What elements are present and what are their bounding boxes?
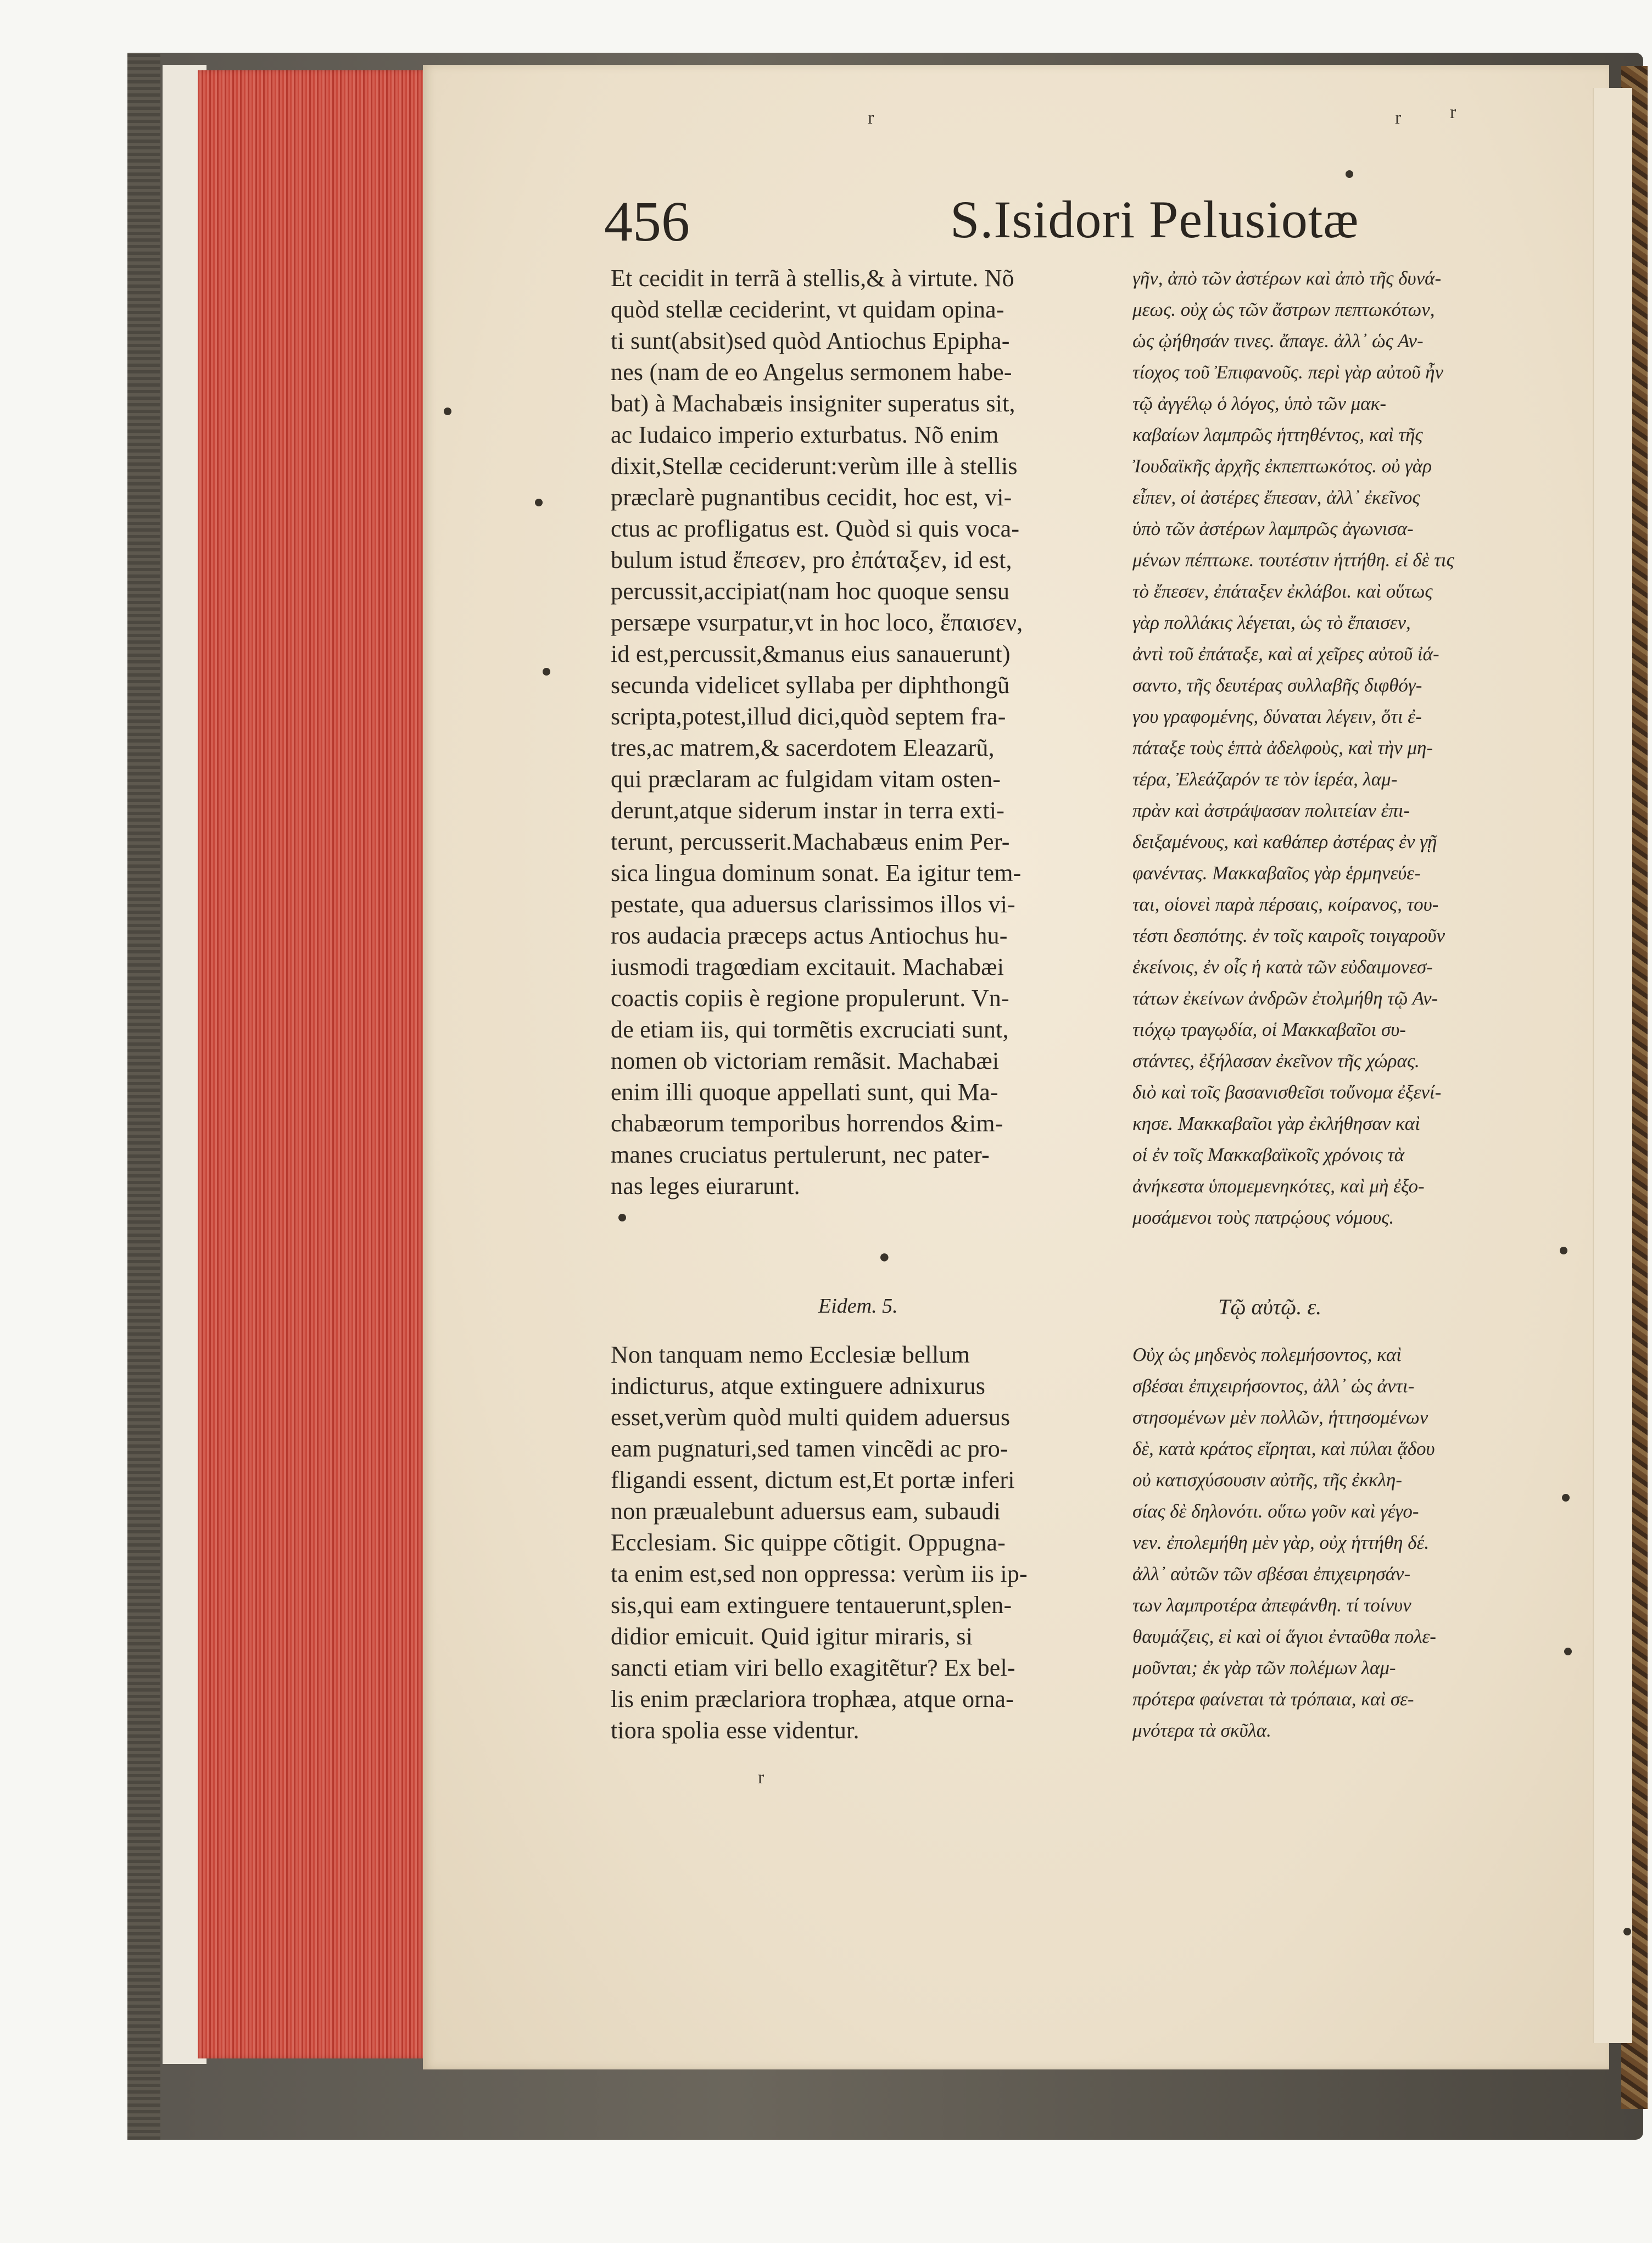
greek-text-line: γου γραφομένης, δύναται λέγειν, ὅτι ἐ-	[1132, 706, 1422, 727]
greek-column-1	[1132, 263, 1544, 1233]
latin-text-line: eam pugnaturi,sed tamen vincẽdi ac pro-	[611, 1435, 1008, 1462]
section-heading-greek: Τῷ αὐτῷ. ε.	[1218, 1295, 1322, 1319]
latin-text-line: lis enim præclariora trophæa, atque orna-	[611, 1686, 1014, 1712]
greek-text-line: πάταξε τοὺς ἑπτὰ ἀδελφοὺς, καὶ τὴν μη-	[1132, 737, 1433, 758]
greek-text-line: μοσάμενοι τοὺς πατρῴους νόμους.	[1132, 1207, 1394, 1228]
latin-text-line: secunda videlicet syllaba per diphthongũ	[611, 672, 1010, 699]
greek-text-line: εἶπεν, οἱ ἀστέρες ἔπεσαν, ἀλλ᾽ ἐκεῖνος	[1132, 487, 1420, 508]
latin-text-line: pestate, qua aduersus clarissimos illos vi-	[611, 891, 1015, 918]
greek-text-line: νεν. ἐπολεμήθη μὲν γὰρ, οὐχ ἡττήθη δέ.	[1132, 1532, 1430, 1553]
latin-text-line: nomen ob victoriam remãsit. Machabæi	[611, 1047, 1000, 1074]
latin-column-1	[611, 263, 1105, 1202]
greek-text-line: ὑπὸ τῶν ἀστέρων λαμπρῶς ἀγωνισα-	[1132, 518, 1414, 539]
ink-mark: r	[868, 108, 874, 128]
latin-text-line: tres,ac matrem,& sacerdotem Eleazarũ,	[611, 734, 995, 761]
latin-text-line: esset,verùm quòd multi quidem aduersus	[611, 1404, 1011, 1431]
latin-text-line: percussit,accipiat(nam hoc quoque sensu	[611, 578, 1010, 605]
greek-text-line: ἀντὶ τοῦ ἐπάταξε, καὶ αἱ χεῖρες αὐτοῦ ἰά-	[1132, 643, 1439, 665]
section-heading-latin: Eidem. 5.	[818, 1295, 898, 1318]
ink-mark: r	[758, 1767, 764, 1788]
greek-text-line: στησομένων μὲν πολλῶν, ἡττησομένων	[1132, 1407, 1428, 1428]
facing-page-edge	[1593, 88, 1632, 2043]
greek-text-line: μοῦνται; ἐκ γὰρ τῶν πολέμων λαμ-	[1132, 1657, 1396, 1678]
ink-mark: ●	[879, 1247, 890, 1267]
ink-dot	[1564, 1648, 1572, 1655]
latin-text-line: præclarè pugnantibus cecidit, hoc est, vi-	[611, 484, 1012, 511]
ink-dot	[543, 668, 550, 676]
greek-text-line: στάντες, ἐξήλασαν ἐκεῖνον τῆς χώρας.	[1132, 1050, 1420, 1072]
latin-text-line: terunt, percusserit.Machabæus enim Per-	[611, 828, 1010, 855]
latin-text-line: indicturus, atque extinguere adnixurus	[611, 1372, 986, 1399]
greek-text-line: τέρα, Ἐλεάζαρόν τε τὸν ἱερέα, λαμ-	[1132, 768, 1398, 790]
ink-dot	[1560, 1247, 1567, 1254]
red-page-edges	[198, 70, 428, 2058]
greek-text-line: σίας δὲ δηλονότι. οὕτω γοῦν καὶ γέγο-	[1132, 1500, 1419, 1522]
greek-text-line: φανέντας. Μακκαβαῖος γὰρ ἑρμηνεύε-	[1132, 862, 1421, 884]
latin-column-2	[611, 1339, 1105, 1746]
latin-text-line: bulum istud ἔπεσεν, pro ἐπάταξεν, id est,	[611, 546, 1012, 573]
ink-dot	[1562, 1494, 1570, 1502]
ink-mark: r	[1450, 102, 1456, 122]
ink-dot	[1346, 170, 1353, 178]
latin-text-line: sis,qui eam extinguere tentauerunt,splen-	[611, 1592, 1012, 1619]
latin-text-line: scripta,potest,illud dici,quòd septem fra-	[611, 703, 1006, 730]
latin-text-line: nes (nam de eo Angelus sermonem habe-	[611, 359, 1012, 386]
greek-text-line: γῆν, ἀπὸ τῶν ἀστέρων καὶ ἀπὸ τῆς δυνά-	[1132, 267, 1442, 289]
running-title: S.Isidori Pelusiotæ	[950, 190, 1359, 249]
greek-text-line: ἀλλ᾽ αὐτῶν τῶν σβέσαι ἐπιχειρησάν-	[1132, 1563, 1411, 1584]
greek-column-2	[1132, 1339, 1544, 1746]
latin-text-line: id est,percussit,&manus eius sanauerunt)	[611, 640, 1011, 667]
latin-text-line: dixit,Stellæ ceciderunt:verùm ille à stellis	[611, 453, 1018, 479]
greek-text-line: των λαμπροτέρα ἀπεφάνθη. τί τοίνυν	[1132, 1594, 1411, 1616]
ink-dot	[535, 499, 543, 506]
latin-text-line: non præualebunt aduersus eam, subaudi	[611, 1498, 1001, 1525]
latin-text-line: coactis copiis è regione propulerunt. Vn-	[611, 985, 1009, 1012]
ink-dot	[444, 408, 451, 415]
greek-text-line: κησε. Μακκαβαῖοι γὰρ ἐκλήθησαν καὶ	[1132, 1113, 1420, 1134]
greek-text-line: μεως. οὐχ ὡς τῶν ἄστρων πεπτωκότων,	[1132, 299, 1435, 320]
latin-text-line: qui præclaram ac fulgidam vitam osten-	[611, 766, 1001, 793]
greek-text-line: ται, οἱονεὶ παρὰ πέρσαις, κοίρανος, του-	[1132, 894, 1439, 915]
latin-text-line: tiora spolia esse videntur.	[611, 1717, 860, 1744]
latin-text-line: iusmodi tragœdiam excitauit. Machabæi	[611, 953, 1004, 980]
greek-text-line: τέστι δεσπότης. ἐν τοῖς καιροῖς τοιγαροῦν	[1132, 925, 1445, 946]
greek-text-line: γὰρ πολλάκις λέγεται, ὡς τὸ ἔπαισεν,	[1132, 612, 1411, 633]
latin-text-line: persæpe vsurpatur,vt in hoc loco, ἔπαισεν,	[611, 609, 1023, 636]
latin-text-line: derunt,atque siderum instar in terra exti-	[611, 797, 1005, 824]
latin-text-line: ac Iudaico imperio exturbatus. Nõ enim	[611, 421, 999, 448]
greek-text-line: Ἰουδαϊκῆς ἀρχῆς ἐκπεπτωκότος. οὐ γὰρ	[1132, 455, 1432, 477]
latin-text-line: enim illi quoque appellati sunt, qui Ma-	[611, 1079, 998, 1106]
greek-text-line: διὸ καὶ τοῖς βασανισθεῖσι τοὔνομα ἐξενί-	[1132, 1081, 1442, 1103]
greek-text-line: πρότερα φαίνεται τὰ τρόπαια, καὶ σε-	[1132, 1688, 1414, 1710]
greek-text-line: οὐ κατισχύσουσιν αὐτῆς, τῆς ἐκκλη-	[1132, 1469, 1402, 1491]
latin-text-line: sancti etiam viri bello exagitẽtur? Ex bel-	[611, 1654, 1015, 1681]
latin-text-line: sica lingua dominum sonat. Ea igitur tem-	[611, 860, 1022, 886]
greek-text-line: μνότερα τὰ σκῦλα.	[1132, 1720, 1271, 1741]
greek-text-line: μένων πέπτωκε. τουτέστιν ἡττήθη. εἰ δὲ τις	[1132, 549, 1454, 571]
latin-text-line: ctus ac profligatus est. Quòd si quis voca-	[611, 515, 1020, 542]
cover-spine-edge	[127, 53, 160, 2140]
greek-text-line: πρὰν καὶ ἀστράψασαν πολιτείαν ἐπι-	[1132, 800, 1410, 821]
greek-text-line: τάτων ἐκείνων ἀνδρῶν ἐτολμήθη τῷ Αν-	[1132, 987, 1438, 1009]
greek-text-line: ὡς ᾠήθησάν τινες. ἄπαγε. ἀλλ᾽ ὡς Αν-	[1132, 330, 1424, 351]
greek-text-line: οἱ ἐν τοῖς Μακκαβαϊκοῖς χρόνοις τὰ	[1132, 1144, 1405, 1165]
page-number: 456	[604, 190, 690, 253]
greek-text-line: ἐκείνοις, ἐν οἷς ἡ κατὰ τῶν εὐδαιμονεσ-	[1132, 956, 1433, 978]
latin-text-line: chabæorum temporibus horrendos &im-	[611, 1110, 1003, 1137]
greek-text-line: σβέσαι ἐπιχειρήσοντος, ἀλλ᾽ ὡς ἀντι-	[1132, 1375, 1415, 1397]
latin-text-line: Ecclesiam. Sic quippe cõtigit. Oppugna-	[611, 1529, 1006, 1556]
latin-text-line: de etiam iis, qui tormẽtis excruciati sunt,	[611, 1016, 1009, 1043]
ink-dot	[618, 1214, 626, 1221]
latin-text-line: didior emicuit. Quid igitur miraris, si	[611, 1623, 973, 1650]
latin-text-line: Non tanquam nemo Ecclesiæ bellum	[611, 1341, 970, 1368]
greek-text-line: τὸ ἔπεσεν, ἐπάταξεν ἐκλάβοι. καὶ οὕτως	[1132, 581, 1433, 602]
latin-text-line: ti sunt(absit)sed quòd Antiochus Epipha-	[611, 327, 1010, 354]
greek-text-line: καβαίων λαμπρῶς ἡττηθέντος, καὶ τῆς	[1132, 424, 1423, 445]
latin-text-line: quòd stellæ ceciderint, vt quidam opina-	[611, 296, 1004, 323]
greek-text-line: τίοχος τοῦ Ἐπιφανοῦς. περὶ γὰρ αὐτοῦ ἦν	[1132, 361, 1444, 383]
ink-mark: r	[1395, 108, 1402, 128]
latin-text-line: fligandi essent, dictum est,Et portæ inferi	[611, 1466, 1015, 1493]
greek-text-line: τιόχῳ τραγῳδία, οἱ Μακκαβαῖοι συ-	[1132, 1019, 1406, 1040]
greek-text-line: ἀνήκεστα ὑπομεμενηκότες, καὶ μὴ ἐξο-	[1132, 1175, 1425, 1197]
latin-text-line: manes cruciatus pertulerunt, nec pater-	[611, 1141, 990, 1168]
latin-text-line: Et cecidit in terrã à stellis,& à virtute. Nõ	[611, 265, 1014, 292]
latin-text-line: ta enim est,sed non oppressa: verùm iis ip-	[611, 1560, 1028, 1587]
greek-text-line: δὲ, κατὰ κράτος εἴρηται, καὶ πύλαι ᾅδου	[1132, 1438, 1435, 1459]
greek-text-line: τῷ ἀγγέλῳ ὁ λόγος, ὑπὸ τῶν μακ-	[1132, 393, 1387, 414]
greek-text-line: σαντο, τῆς δευτέρας συλλαβῆς διφθόγ-	[1132, 674, 1422, 696]
greek-text-line: Οὐχ ὡς μηδενὸς πολεμήσοντος, καὶ	[1132, 1344, 1402, 1365]
latin-text-line: nas leges eiurarunt.	[611, 1173, 800, 1199]
greek-text-line: δειξαμένους, καὶ καθάπερ ἀστέρας ἐν γῇ	[1132, 831, 1437, 852]
latin-text-line: ros audacia præceps actus Antiochus hu-	[611, 922, 1008, 949]
greek-text-line: θαυμάζεις, εἰ καὶ οἱ ἅγιοι ἐνταῦθα πολε-	[1132, 1626, 1436, 1647]
latin-text-line: bat) à Machabæis insigniter superatus sit,	[611, 390, 1015, 417]
ink-dot	[1623, 1928, 1631, 1935]
